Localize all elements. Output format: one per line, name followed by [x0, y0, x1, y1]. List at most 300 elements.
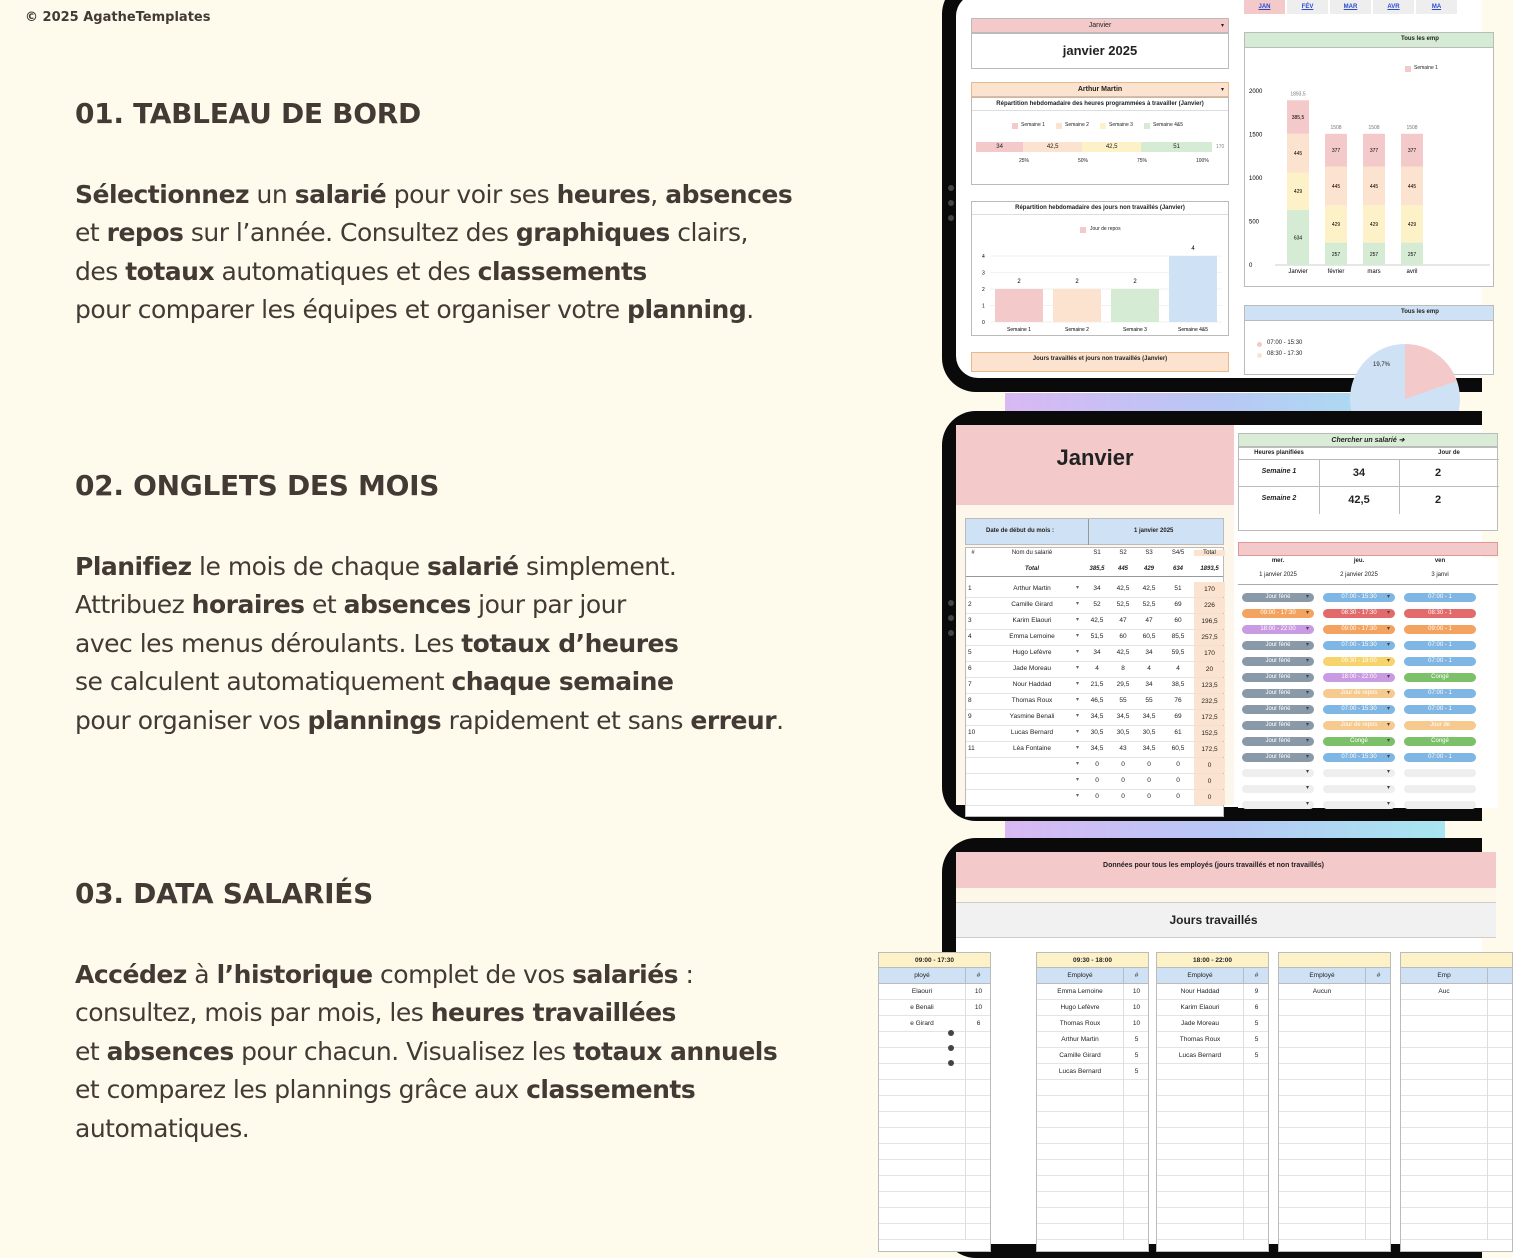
- bar-label: 2: [1017, 279, 1021, 285]
- employee-name: e Benali: [910, 1004, 934, 1011]
- absence-panel: [971, 201, 1229, 336]
- divider: [1365, 1064, 1366, 1080]
- chevron-down-icon[interactable]: ▾: [1076, 681, 1080, 687]
- employee-name[interactable]: Karim Elaouri: [1012, 617, 1052, 624]
- table-row: [1279, 1128, 1390, 1144]
- month-dropdown[interactable]: [971, 18, 1229, 33]
- section-text: [75, 956, 895, 1148]
- text-run: se calculent automatiquement: [75, 667, 452, 697]
- shift-dropdown[interactable]: Congé: [1404, 737, 1476, 746]
- text-run: jour par jour: [470, 590, 626, 620]
- legend-label: 07:00 - 15:30: [1267, 340, 1303, 346]
- bold-term: repos: [106, 218, 184, 248]
- all-employees-panel: [1244, 32, 1494, 287]
- shift-dropdown[interactable]: Jour férié: [1242, 593, 1314, 602]
- divider: [1487, 1016, 1488, 1032]
- chevron-down-icon[interactable]: ▾: [1076, 585, 1080, 591]
- bold-term: classements: [477, 256, 647, 286]
- section-month-tabs: [75, 469, 895, 740]
- bold-term: classements: [526, 1075, 696, 1105]
- divider: [1365, 1208, 1366, 1224]
- bold-term: chaque semaine: [451, 667, 674, 697]
- employee-name[interactable]: Nour Haddad: [1012, 681, 1052, 688]
- table-row: [1279, 1208, 1390, 1224]
- chevron-down-icon[interactable]: ▾: [1076, 793, 1080, 799]
- chevron-down-icon: ▾: [1306, 801, 1310, 807]
- table-row: [879, 1096, 990, 1112]
- chevron-down-icon: ▾: [1220, 23, 1224, 29]
- table-cell: 0: [1147, 761, 1151, 768]
- table-cell: 59,5: [1171, 649, 1185, 656]
- text-run: .: [746, 295, 754, 325]
- bold-term: Planifiez: [75, 552, 192, 581]
- empty-dropdown[interactable]: [1404, 785, 1476, 793]
- chevron-down-icon: ▾: [1306, 706, 1310, 712]
- table-cell: 38,5: [1171, 681, 1185, 688]
- segment-label: 429: [1293, 189, 1303, 196]
- chevron-down-icon[interactable]: ▾: [1076, 617, 1080, 623]
- shifts-title: Tous les emp: [1401, 309, 1439, 315]
- week-label: Semaine 2: [1261, 495, 1297, 502]
- table-cell: 52: [1093, 601, 1101, 608]
- table-cell: 42,5: [1142, 585, 1156, 592]
- shift-dropdown[interactable]: 18:00 - 22:00: [1242, 625, 1314, 634]
- bold-term: graphiques: [515, 218, 670, 248]
- start-date-value[interactable]: 1 janvier 2025: [1134, 528, 1174, 534]
- table-cell: 43: [1119, 745, 1127, 752]
- chevron-down-icon: ▾: [1306, 722, 1310, 728]
- table-cell: 4: [1176, 665, 1180, 672]
- tablet-month: [942, 411, 1482, 821]
- shift-dropdown[interactable]: 18:00 - 22:00: [1323, 673, 1395, 682]
- table-cell: 34: [1093, 649, 1101, 656]
- days-header-bar: [1238, 542, 1498, 556]
- y-tick: 2: [982, 287, 985, 293]
- table-row: [966, 726, 1223, 742]
- table-cell: 60,5: [1171, 745, 1185, 752]
- divider: [965, 1176, 966, 1192]
- bold-term: heures travaillées: [430, 998, 676, 1028]
- shift-dropdown[interactable]: 07:00 - 1: [1404, 689, 1476, 698]
- employee-name[interactable]: Hugo Lefèvre: [1012, 649, 1052, 656]
- bold-term: planning: [627, 295, 747, 325]
- month-tabs-bar: [1244, 0, 1494, 14]
- table-cell: 257,5: [1194, 630, 1225, 645]
- month-tab[interactable]: MA: [1416, 0, 1457, 14]
- text-run: et: [75, 218, 107, 248]
- text-run: .: [776, 705, 784, 735]
- segment-label: 445: [1331, 183, 1341, 190]
- divider: [1365, 1032, 1366, 1048]
- column-header: Nom du salarié: [1011, 550, 1053, 556]
- column-header: S3: [1145, 550, 1153, 556]
- hbar-tick: 50%: [1078, 158, 1089, 164]
- table-cell: 0: [1121, 761, 1125, 768]
- table-cell: 4: [968, 633, 972, 640]
- table-cell: 0: [1147, 793, 1151, 800]
- table-row: [1401, 1128, 1512, 1144]
- segment-label: 377: [1407, 148, 1417, 155]
- shift-dropdown[interactable]: Jour férié: [1242, 673, 1314, 682]
- shift-dropdown[interactable]: Congé: [1404, 673, 1476, 682]
- bold-term: absences: [106, 1036, 234, 1066]
- divider: [1365, 1000, 1366, 1016]
- legend-label: Semaine 1: [1414, 65, 1438, 71]
- shift-dropdown[interactable]: Jour férié: [1242, 641, 1314, 650]
- bold-term: totaux: [125, 256, 215, 286]
- table-row: [966, 614, 1223, 630]
- table-cell: 34: [1145, 681, 1153, 688]
- worked-days-panel: [971, 352, 1229, 372]
- employee-name: Karim Elaouri: [1180, 1004, 1220, 1011]
- text-run: :: [678, 960, 694, 989]
- day-date: 1 janvier 2025: [1259, 572, 1297, 578]
- table-row: [1157, 1048, 1268, 1064]
- table-cell: 6: [968, 665, 972, 672]
- table-row: [1401, 1080, 1512, 1096]
- divider: [1123, 1096, 1124, 1112]
- shift-dropdown[interactable]: 09:00 - 17:30: [1323, 625, 1395, 634]
- month-tab[interactable]: AVR: [1373, 0, 1414, 14]
- table-row: [1037, 1128, 1148, 1144]
- weekly-hours-title: Répartition hebdomadaire des heures programmées à travailler (Janvier): [972, 98, 1228, 111]
- chevron-down-icon[interactable]: ▾: [1076, 713, 1080, 719]
- schedule-grid: [1238, 558, 1498, 808]
- chevron-down-icon[interactable]: ▾: [1076, 777, 1080, 783]
- table-cell: 0: [1095, 761, 1099, 768]
- section-text: [75, 548, 895, 740]
- day-count: 5: [1134, 1068, 1139, 1075]
- hbar-segment: 42,5: [1023, 142, 1082, 152]
- divider: [1365, 1128, 1366, 1144]
- table-row: [1157, 1176, 1268, 1192]
- shift-group: [1400, 952, 1513, 1252]
- x-tick: Semaine 1: [1007, 327, 1031, 333]
- chevron-down-icon: ▾: [1306, 594, 1310, 600]
- employee-column: Emp: [1437, 972, 1451, 979]
- table-row: [1157, 1096, 1268, 1112]
- total-value: 1893,5: [1200, 566, 1219, 572]
- chevron-down-icon[interactable]: ▾: [1076, 697, 1080, 703]
- employee-name[interactable]: Arthur Martin: [1013, 585, 1051, 592]
- text-run: sur l’année. Consultez des: [183, 218, 516, 248]
- shift-dropdown[interactable]: Jour férié: [1242, 721, 1314, 730]
- count-column: #: [976, 972, 981, 979]
- empty-dropdown[interactable]: [1323, 785, 1395, 793]
- divider: [1243, 1096, 1244, 1112]
- y-tick: 1: [982, 303, 985, 310]
- month-tab[interactable]: MAR: [1330, 0, 1371, 14]
- table-cell: 7: [968, 681, 972, 688]
- hbar-segment: 51: [1141, 142, 1212, 152]
- shift-dropdown[interactable]: Jour férié: [1242, 753, 1314, 762]
- empty-dropdown[interactable]: [1242, 801, 1314, 809]
- y-tick: 1500: [1249, 132, 1263, 139]
- employee-name[interactable]: Jade Moreau: [1013, 665, 1051, 672]
- employee-name: Thomas Roux: [1179, 1036, 1221, 1043]
- shift-dropdown[interactable]: 07:00 - 15:30: [1323, 593, 1395, 602]
- empty-dropdown[interactable]: [1404, 801, 1476, 809]
- x-tick: Janvier: [1288, 269, 1308, 275]
- shift-dropdown[interactable]: Jour de repos: [1323, 721, 1395, 730]
- weekly-legend: [1012, 122, 1212, 130]
- table-row: [1279, 1096, 1390, 1112]
- week-hours: 42,5: [1348, 494, 1370, 506]
- segment-label: 445: [1407, 183, 1417, 190]
- shift-dropdown[interactable]: 07:00 - 1: [1404, 641, 1476, 650]
- chevron-down-icon[interactable]: ▾: [1076, 601, 1080, 607]
- divider: [1123, 1112, 1124, 1128]
- table-cell: 0: [1121, 793, 1125, 800]
- table-row: [1401, 1192, 1512, 1208]
- shift-dropdown[interactable]: 07:00 - 15:30: [1323, 641, 1395, 650]
- divider: [1365, 1160, 1366, 1176]
- table-cell: 52,5: [1116, 601, 1130, 608]
- employee-name[interactable]: Léa Fontaine: [1013, 745, 1051, 752]
- divider: [1487, 968, 1488, 984]
- legend-label: Jour de repos: [1090, 226, 1121, 232]
- chevron-down-icon[interactable]: ▾: [1076, 665, 1080, 671]
- bold-term: plannings: [307, 705, 442, 735]
- divider: [1365, 1016, 1366, 1032]
- divider: [965, 1160, 966, 1176]
- employee-column: Employé: [1067, 972, 1093, 979]
- y-tick: 4: [982, 254, 985, 260]
- tablet-camera-dot: [948, 185, 954, 191]
- shift-dropdown[interactable]: 07:00 - 15:30: [1323, 705, 1395, 714]
- chevron-down-icon[interactable]: ▾: [1076, 745, 1080, 751]
- table-row: [1401, 1016, 1512, 1032]
- empty-dropdown[interactable]: [1404, 769, 1476, 777]
- pie-label: 19,7%: [1373, 362, 1391, 368]
- month-tab[interactable]: FÉV: [1287, 0, 1328, 14]
- tablet-camera-dot: [948, 215, 954, 221]
- legend-swatch: [1080, 227, 1086, 233]
- table-cell: 4: [1095, 665, 1099, 672]
- table-row: [879, 984, 990, 1000]
- employee-name[interactable]: Yasmine Benali: [1009, 713, 1055, 720]
- table-row: [1037, 1208, 1148, 1224]
- shift-dropdown[interactable]: 08:30 - 1: [1404, 609, 1476, 618]
- divider: [965, 1224, 966, 1240]
- shift-dropdown[interactable]: 08:30 - 17:30: [1323, 609, 1395, 618]
- bold-term: salarié: [294, 180, 387, 209]
- divider: [1487, 1032, 1488, 1048]
- table-cell: 69: [1174, 713, 1182, 720]
- divider: [1243, 1208, 1244, 1224]
- tablet-data: [910, 838, 1482, 1258]
- tablet-camera-dot: [948, 200, 954, 206]
- search-employee[interactable]: [1238, 433, 1498, 447]
- day-name: jeu.: [1353, 558, 1365, 564]
- day-date: 3 janvi: [1431, 572, 1449, 578]
- bold-term: Sélectionnez: [75, 180, 250, 209]
- divider: [1487, 1096, 1488, 1112]
- legend-swatch: [1405, 66, 1411, 72]
- tablet-camera-dot: [948, 615, 954, 621]
- divider: [1123, 1080, 1124, 1096]
- employee-name[interactable]: Camille Girard: [1011, 601, 1053, 608]
- empty-dropdown[interactable]: [1323, 769, 1395, 777]
- divider: [1123, 1208, 1124, 1224]
- table-cell: 0: [1095, 793, 1099, 800]
- shift-dropdown[interactable]: 07:00 - 1: [1404, 705, 1476, 714]
- shift-dropdown[interactable]: Congé: [1323, 737, 1395, 746]
- table-row: [1279, 1000, 1390, 1016]
- employee-name[interactable]: Emma Lemoine: [1009, 633, 1055, 640]
- day-date: 2 janvier 2025: [1340, 572, 1378, 578]
- empty-dropdown[interactable]: [1242, 785, 1314, 793]
- divider: [1123, 1128, 1124, 1144]
- shift-groups: [910, 952, 1496, 1252]
- table-row: [1279, 1048, 1390, 1064]
- chevron-down-icon: ▾: [1387, 722, 1391, 728]
- shift-header: 09:30 - 18:00: [1037, 953, 1148, 968]
- monthly-stacked-chart: [1245, 79, 1495, 279]
- section-employee-data: [75, 877, 895, 1148]
- divider: [1123, 1176, 1124, 1192]
- weekly-summary-rows: [1239, 459, 1499, 531]
- divider: [1243, 1192, 1244, 1208]
- chevron-down-icon[interactable]: ▾: [1076, 633, 1080, 639]
- month-dropdown-value: Janvier: [1088, 22, 1112, 29]
- chevron-down-icon: ▾: [1387, 706, 1391, 712]
- chevron-down-icon: ▾: [1306, 690, 1310, 696]
- chevron-down-icon: ▾: [1387, 801, 1391, 807]
- table-cell: 5: [968, 649, 972, 656]
- legend-label: 08:30 - 17:30: [1267, 351, 1303, 357]
- table-cell: 8: [968, 697, 972, 704]
- weekly-hours-panel: [971, 97, 1229, 185]
- shift-dropdown[interactable]: 07:00 - 1: [1404, 593, 1476, 602]
- section-text: [75, 176, 895, 330]
- table-cell: 46,5: [1090, 697, 1104, 704]
- table-cell: 55: [1145, 697, 1153, 704]
- month-tab[interactable]: JAN: [1244, 0, 1285, 14]
- shift-dropdown[interactable]: 09:00 - 1: [1404, 625, 1476, 634]
- table-cell: 0: [1147, 777, 1151, 784]
- bar-label: 2: [1133, 279, 1137, 285]
- count-column: #: [1134, 972, 1139, 979]
- table-row: [1157, 984, 1268, 1000]
- legend-swatch: [1056, 123, 1062, 129]
- chevron-down-icon[interactable]: ▾: [1076, 649, 1080, 655]
- divider: [1365, 1112, 1366, 1128]
- group-columns: [1279, 968, 1390, 984]
- table-row: [1157, 1000, 1268, 1016]
- empty-dropdown[interactable]: [1323, 801, 1395, 809]
- divider: [1123, 1160, 1124, 1176]
- tablet-dashboard: [942, 0, 1482, 392]
- table-cell: 34: [1093, 585, 1101, 592]
- table-row: [879, 1064, 990, 1080]
- employee-name[interactable]: Thomas Roux: [1011, 697, 1053, 704]
- shift-dropdown[interactable]: Jour férié: [1242, 657, 1314, 666]
- shift-dropdown[interactable]: Jour de repos: [1323, 689, 1395, 698]
- chevron-down-icon: ▾: [1387, 594, 1391, 600]
- table-row: [1279, 1144, 1390, 1160]
- day-count: 10: [1132, 1004, 1141, 1011]
- divider: [1365, 1192, 1366, 1208]
- shift-dropdown[interactable]: Jour férié: [1242, 689, 1314, 698]
- shift-dropdown[interactable]: 07:00 - 15:30: [1323, 753, 1395, 762]
- divider: [1243, 1112, 1244, 1128]
- table-cell: 51,5: [1090, 633, 1104, 640]
- segment-label: 445: [1293, 151, 1303, 158]
- employee-column: Employé: [1187, 972, 1213, 979]
- segment-label: 429: [1369, 221, 1379, 228]
- days-header: Jour de: [1438, 450, 1460, 456]
- text-run: pour comparer les équipes et organiser votre: [75, 295, 628, 325]
- employee-name[interactable]: Lucas Bernard: [1010, 729, 1054, 736]
- employee-column: ployé: [914, 972, 930, 979]
- section-title: 02. ONGLETS DES MOIS: [75, 469, 440, 502]
- chevron-down-icon[interactable]: ▾: [1076, 729, 1080, 735]
- table-row: [879, 1048, 990, 1064]
- divider: [1123, 1192, 1124, 1208]
- shift-dropdown[interactable]: Jour de: [1404, 721, 1476, 730]
- table-cell: 0: [1194, 774, 1225, 789]
- table-cell: 34,5: [1090, 745, 1104, 752]
- table-cell: 0: [1176, 761, 1180, 768]
- shift-dropdown[interactable]: Jour férié: [1242, 705, 1314, 714]
- table-row: [1279, 1160, 1390, 1176]
- count-column: #: [1254, 972, 1259, 979]
- table-cell: 60,5: [1142, 633, 1156, 640]
- total-label: 1508: [1406, 124, 1418, 131]
- week-hours: 34: [1352, 467, 1366, 479]
- day-count: 5: [1254, 1036, 1259, 1043]
- table-cell: 152,5: [1194, 726, 1225, 741]
- table-cell: 34,5: [1142, 745, 1156, 752]
- shift-group: [1036, 952, 1149, 1252]
- text-run: automatiques.: [75, 1113, 250, 1143]
- day-count: 9: [1254, 988, 1259, 995]
- start-date-label: Date de début du mois :: [986, 528, 1055, 534]
- data-header-title: Données pour tous les employés (jours travaillés et non travaillés): [1103, 862, 1324, 869]
- table-row: [1279, 1016, 1390, 1032]
- divider: [1487, 1112, 1488, 1128]
- empty-dropdown[interactable]: [1242, 769, 1314, 777]
- divider: [1365, 1080, 1366, 1096]
- chevron-down-icon[interactable]: ▾: [1076, 761, 1080, 767]
- chevron-down-icon: ▾: [1306, 674, 1310, 680]
- shift-dropdown[interactable]: Jour férié: [1242, 737, 1314, 746]
- shift-dropdown[interactable]: 09:30 - 18:00: [1323, 657, 1395, 666]
- text-run: ,: [650, 180, 666, 209]
- employee-name: Auc: [1438, 988, 1450, 995]
- employee-dropdown[interactable]: [971, 82, 1229, 97]
- text-run: automatiques et des: [214, 256, 478, 286]
- table-row: [1401, 1160, 1512, 1176]
- divider: [1487, 1224, 1488, 1240]
- table-cell: 51: [1174, 585, 1182, 592]
- weekly-summary: [1238, 447, 1498, 531]
- table-row: [1279, 1224, 1390, 1240]
- all-employees-header: [1245, 33, 1493, 48]
- bold-term: horaires: [191, 590, 305, 620]
- segment-label: 634: [1293, 235, 1303, 242]
- x-tick: Semaine 2: [1065, 327, 1089, 333]
- table-cell: 226: [1194, 598, 1225, 613]
- shift-dropdown[interactable]: 07:00 - 1: [1404, 753, 1476, 762]
- segment-label: 429: [1407, 221, 1417, 228]
- shift-dropdown[interactable]: 07:00 - 1: [1404, 657, 1476, 666]
- bar-label: 4: [1191, 246, 1195, 252]
- shift-dropdown[interactable]: 09:00 - 17:30: [1242, 609, 1314, 618]
- bold-term: heures: [556, 180, 651, 209]
- table-row: [1401, 1096, 1512, 1112]
